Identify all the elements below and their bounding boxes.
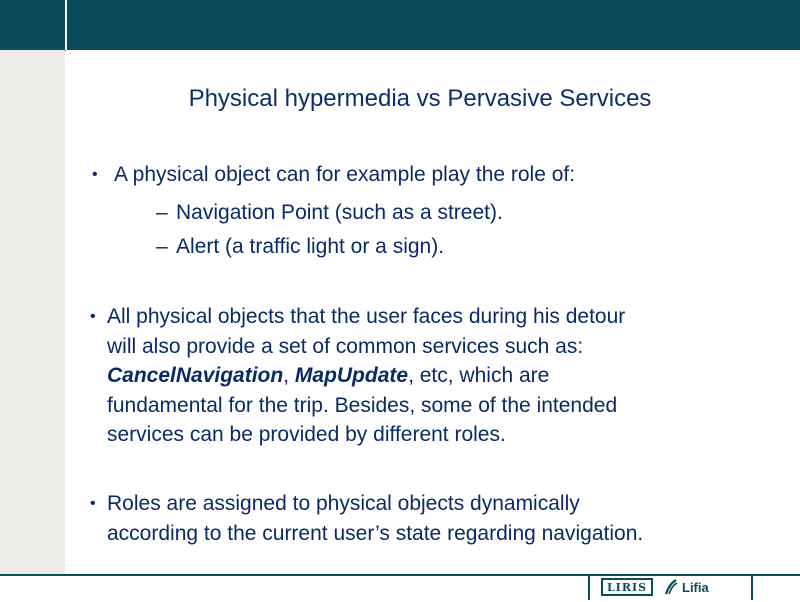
dash-icon: –	[156, 201, 168, 224]
footer-divider	[751, 576, 753, 600]
slide-title: Physical hypermedia vs Pervasive Services	[188, 85, 652, 112]
bullet-2-line-2: will also provide a set of common services such as:	[107, 334, 584, 358]
bullet-3-text	[107, 489, 767, 548]
separator-text: ,	[283, 364, 295, 387]
bullet-icon: •	[92, 166, 98, 183]
bullet-1-text: A physical object can for example play the role of:	[114, 163, 576, 186]
bullet-2-line-5: services can be provided by different roles.	[107, 423, 506, 446]
header-bar	[0, 0, 800, 51]
bullet-3-line-2: according to the current user’s state regarding navigation.	[107, 521, 644, 545]
service-name-cancel-navigation: CancelNavigation	[107, 364, 284, 387]
sub-bullet-2: Alert (a traffic light or a sign).	[176, 235, 445, 258]
line-3-rest: , etc, which are	[408, 364, 550, 387]
left-margin-strip	[0, 50, 65, 574]
footer-divider	[588, 576, 590, 600]
liris-logo	[601, 578, 653, 596]
bullet-2-text	[107, 302, 747, 450]
sub-bullet-1: Navigation Point (such as a street).	[176, 201, 503, 224]
service-name-map-update: MapUpdate	[294, 364, 409, 387]
dash-icon: –	[156, 235, 168, 258]
lifia-logo-text: Lifia	[682, 579, 709, 595]
lifia-swoosh-icon	[664, 579, 678, 595]
bullet-2-line-3	[107, 361, 747, 391]
bullet-2-line-1: All physical objects that the user faces during his detour	[107, 305, 626, 328]
header-divider	[65, 0, 67, 50]
bullet-2-line-4: fundamental for the trip. Besides, some of the intended	[107, 393, 618, 417]
liris-logo-text: LIRIS	[606, 580, 648, 594]
bullet-3-line-1: Roles are assigned to physical objects dynamically	[107, 492, 580, 515]
bullet-icon: •	[90, 495, 96, 512]
bullet-icon: •	[90, 308, 96, 325]
lifia-logo	[664, 578, 709, 596]
